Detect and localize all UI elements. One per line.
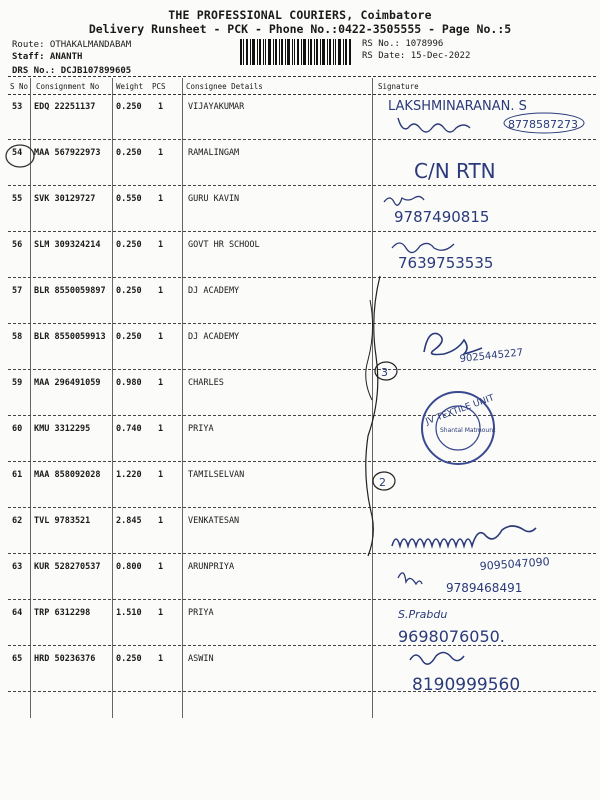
row-consignment: TVL 9783521 [34,516,91,526]
row-sno: 54 [12,148,23,158]
row-sno: 55 [12,194,23,204]
row-divider [8,691,596,692]
row-consignee: DJ ACADEMY [188,332,240,342]
table-row [8,186,596,232]
route-label: Route: OTHAKALMANDABAM [12,40,132,50]
row-consignee: TAMILSELVAN [188,470,245,480]
row-sno: 62 [12,516,23,526]
sig-64-name: S.Prabdu [398,608,448,621]
row-consignee: RAMALINGAM [188,148,240,158]
row-weight: 1.510 [116,608,142,618]
row-sno: 59 [12,378,23,388]
row-consignment: MAA 858092028 [34,470,101,480]
row-consignment: SLM 309324214 [34,240,101,250]
row-sno: 53 [12,102,23,112]
row-weight: 2.845 [116,516,142,526]
row-weight: 0.800 [116,562,142,572]
table-row [8,554,596,600]
row-pcs: 1 [158,148,164,158]
row-sno: 58 [12,332,23,342]
row-pcs: 1 [158,516,164,526]
row-consignment: KMU 3312295 [34,424,91,434]
col-consignment: Consignment No [36,82,100,91]
sig-58-phone: 9025445227 [459,347,524,365]
row-weight: 0.250 [116,654,142,664]
row-consignment: SVK 30129727 [34,194,96,204]
row-weight: 0.250 [116,332,142,342]
table-row [8,646,596,692]
row-pcs: 1 [158,194,164,204]
row-consignment: HRD 50236376 [34,654,96,664]
row-pcs: 1 [158,286,164,296]
row-consignment: MAA 296491059 [34,378,101,388]
table-row [8,416,596,462]
row-weight: 0.740 [116,424,142,434]
stamp-text: JV TEXTILE UNIT [424,393,496,428]
stamp-center: Shantal Matmount [440,427,496,434]
circle-3-label: 3 [381,366,388,379]
sig-65-phone: 8190999560 [412,675,521,695]
table-row [8,278,596,324]
rs-date: RS Date: 15-Dec-2022 [362,51,471,61]
row-consignment: EDQ 22251137 [34,102,96,112]
row-weight: 0.250 [116,240,142,250]
row-consignee: GURU KAVIN [188,194,240,204]
row-pcs: 1 [158,332,164,342]
row-consignee: DJ ACADEMY [188,286,240,296]
sig-54-note: C/N RTN [414,159,496,183]
row-pcs: 1 [158,240,164,250]
sig-63-phone1: 9095047090 [479,555,551,573]
table-row [8,462,596,508]
rs-number: RS No.: 1078996 [362,39,444,49]
row-weight: 1.220 [116,470,142,480]
table-row [8,232,596,278]
sig-53-phone: 8778587273 [508,118,578,131]
row-consignee: PRIYA [188,424,214,434]
company-title: THE PROFESSIONAL COURIERS, Coimbatore [168,8,432,22]
table-row [8,370,596,416]
row-consignee: CHARLES [188,378,224,388]
row-sno: 56 [12,240,23,250]
row-consignment: MAA 567922973 [34,148,101,158]
col-signature: Signature [378,82,419,91]
row-pcs: 1 [158,424,164,434]
row-consignment: KUR 528270537 [34,562,101,572]
row-consignee: VIJAYAKUMAR [188,102,245,112]
row-sno: 65 [12,654,23,664]
row-consignment: BLR 8550059897 [34,286,106,296]
table-row [8,324,596,370]
row-pcs: 1 [158,102,164,112]
col-pcs: PCS [152,82,166,91]
row-pcs: 1 [158,654,164,664]
sig-56-phone: 7639753535 [398,254,494,272]
row-sno: 63 [12,562,23,572]
row-pcs: 1 [158,470,164,480]
table-row [8,600,596,646]
sig-53-name: LAKSHMINARANAN. S [388,99,527,114]
staff-label: Staff: ANANTH [12,52,83,62]
row-sno: 64 [12,608,23,618]
row-consignment: BLR 8550059913 [34,332,106,342]
table-row [8,94,596,140]
row-weight: 0.250 [116,286,142,296]
row-sno: 57 [12,286,23,296]
row-pcs: 1 [158,562,164,572]
row-consignee: ARUNPRIYA [188,562,235,572]
route-info [12,39,131,77]
row-weight: 0.980 [116,378,142,388]
rs-info [362,38,470,62]
row-consignee: VENKATESAN [188,516,240,526]
row-weight: 0.550 [116,194,142,204]
drs-number: DRS No.: DCJB107899605 [12,66,132,76]
row-sno: 61 [12,470,23,480]
row-sno: 60 [12,424,23,434]
row-consignee: PRIYA [188,608,214,618]
row-consignment: TRP 6312298 [34,608,91,618]
col-consignee: Consignee Details [186,82,263,91]
header-top-divider [8,76,596,77]
col-sno: S No [10,82,29,91]
sig-64-phone: 9698076050. [398,627,505,646]
sig-55-phone: 9787490815 [394,208,490,226]
row-consignee: GOVT HR SCHOOL [188,240,260,250]
col-weight: Weight [116,82,144,91]
sig-63-phone2: 9789468491 [446,581,523,595]
circle-2-label: 2 [379,476,386,489]
row-weight: 0.250 [116,102,142,112]
row-pcs: 1 [158,608,164,618]
barcode [240,39,352,65]
row-consignee: ASWIN [188,654,214,664]
row-weight: 0.250 [116,148,142,158]
row-pcs: 1 [158,378,164,388]
table-row [8,508,596,554]
table-row [8,140,596,186]
runsheet-title: Delivery Runsheet - PCK - Phone No.:0422-3505555 - Page No.:5 [88,22,512,36]
